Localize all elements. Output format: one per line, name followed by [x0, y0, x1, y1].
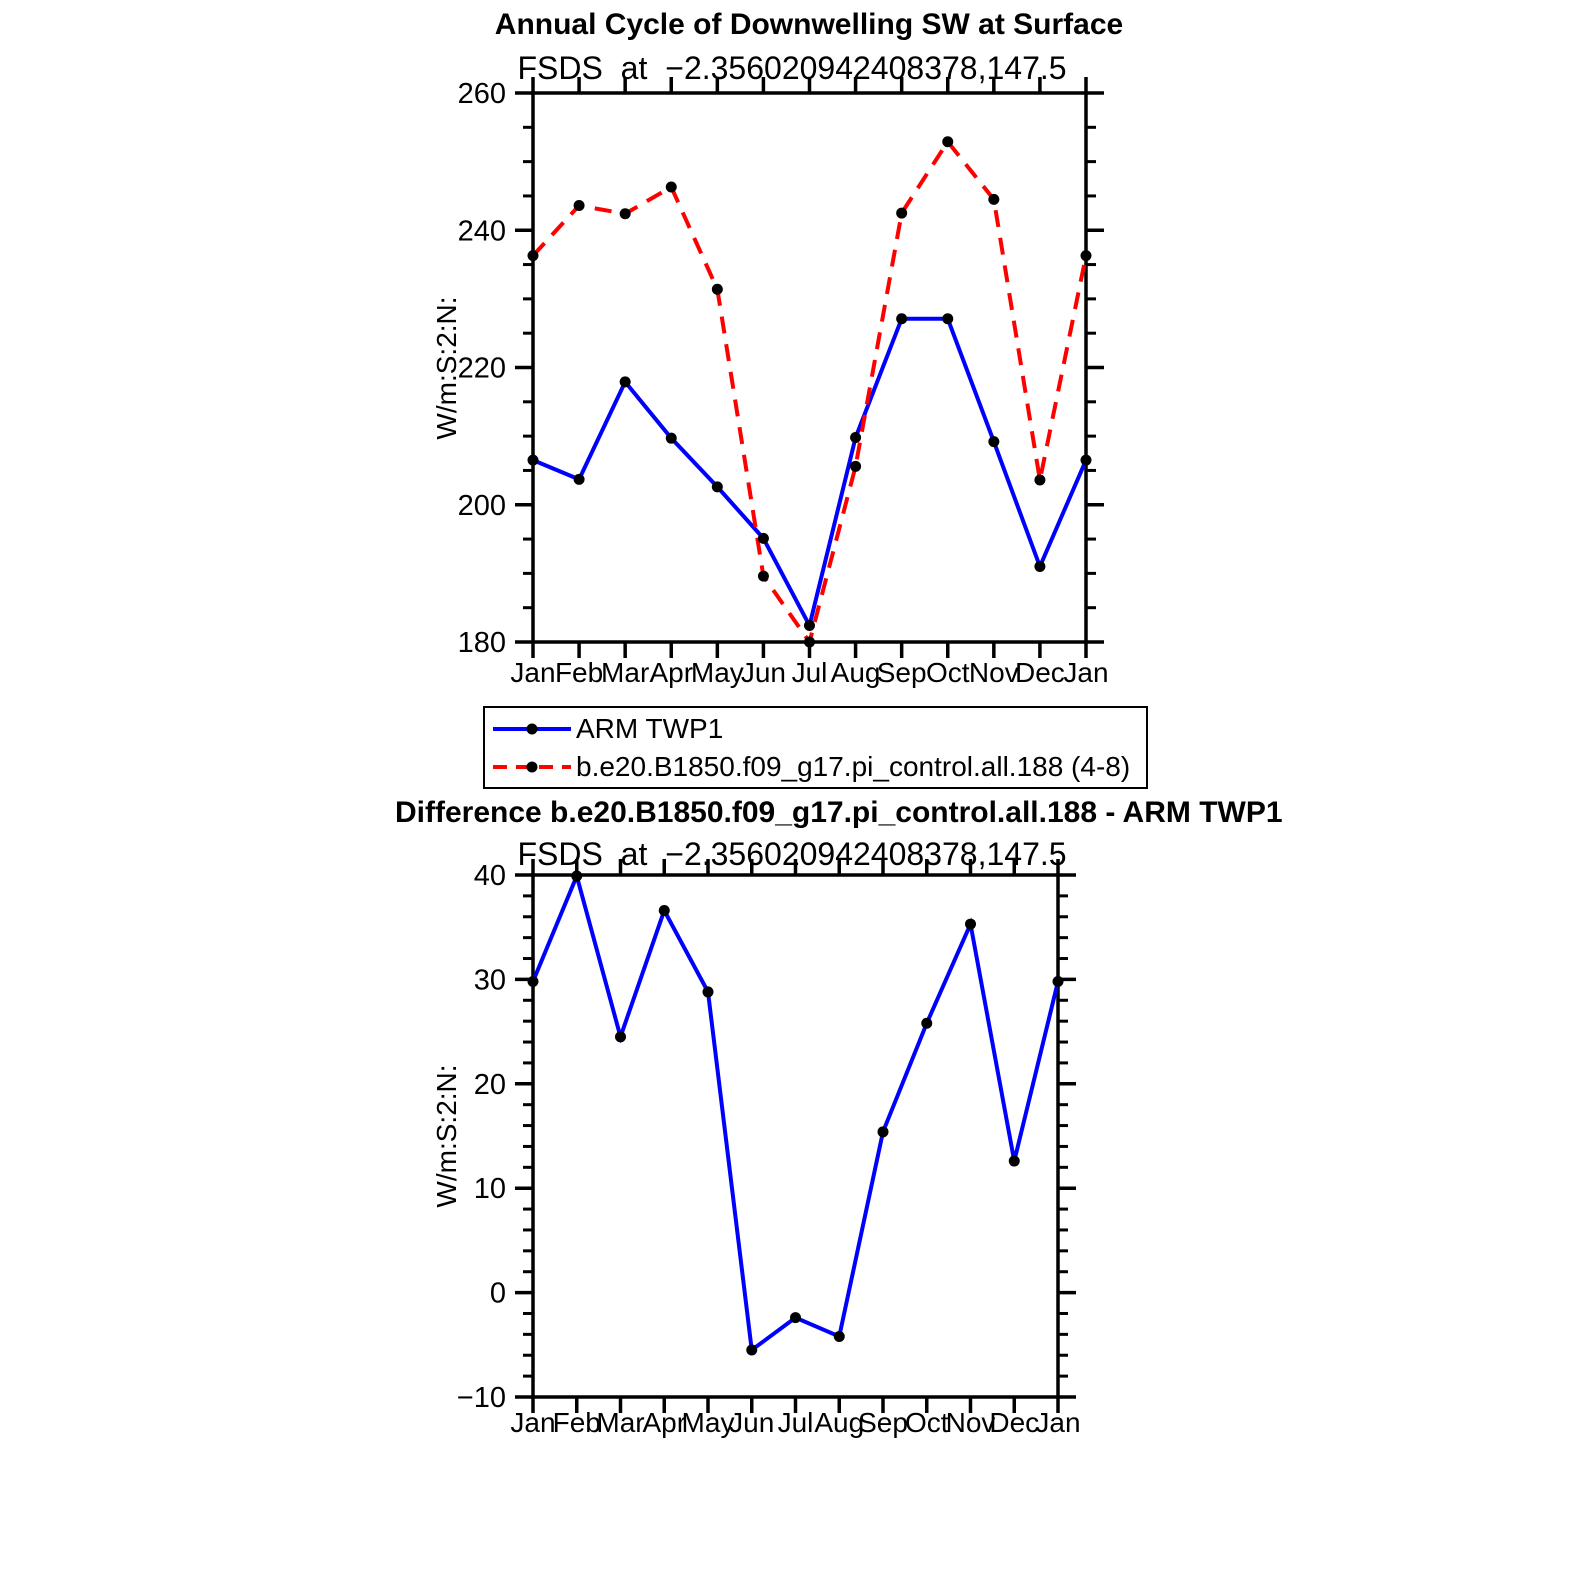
month-label: Jan: [510, 657, 556, 688]
data-point-dot: [942, 313, 953, 324]
month-label: Feb: [554, 657, 604, 688]
chart2-title: Difference b.e20.B1850.f09_g17.pi_control.all.188 - ARM TWP1: [395, 796, 1283, 829]
month-label: Jan: [1035, 1407, 1081, 1438]
month-label: Nov: [945, 1407, 996, 1438]
y-tick-label: 20: [473, 1068, 506, 1101]
y-tick-label: 200: [457, 489, 506, 522]
data-point-dot: [528, 250, 539, 261]
legend-box: [483, 706, 1148, 789]
legend-solid-line-sample: [491, 709, 573, 749]
chart1-title: Annual Cycle of Downwelling SW at Surface: [494, 8, 1124, 41]
data-point-dot: [615, 1031, 626, 1042]
data-point-dot: [1081, 250, 1092, 261]
chart1-y-axis-label: W/m:S:2:N:: [431, 296, 462, 440]
data-point-dot: [703, 986, 714, 997]
data-point-dot: [1034, 475, 1045, 486]
legend-label-obs: ARM TWP1: [576, 713, 724, 744]
month-label: Apr: [642, 1407, 687, 1438]
month-label: Oct: [904, 1407, 949, 1438]
month-label: Aug: [830, 657, 881, 688]
y-tick-label: 180: [457, 627, 506, 659]
y-tick-label: 220: [457, 352, 506, 385]
month-label: Jan: [510, 1407, 556, 1438]
month-label: Apr: [649, 657, 694, 688]
data-point-dot: [988, 194, 999, 205]
month-label: May: [681, 1407, 735, 1438]
month-label: Jan: [1063, 657, 1109, 688]
data-point-dot: [1009, 1156, 1020, 1167]
month-label: Sep: [858, 1407, 908, 1438]
y-tick-label: 30: [473, 964, 506, 997]
data-point-dot: [988, 436, 999, 447]
y-tick-label: 260: [457, 78, 506, 110]
month-label: Aug: [814, 1407, 865, 1438]
chart2-y-axis-label: W/m:S:2:N:: [431, 1064, 462, 1208]
data-point-dot: [965, 919, 976, 930]
data-point-dot: [804, 620, 815, 631]
month-label: May: [690, 657, 744, 688]
data-point-dot: [1034, 561, 1045, 572]
legend-dot: [527, 724, 538, 735]
data-point-dot: [896, 313, 907, 324]
data-point-dot: [712, 481, 723, 492]
data-point-dot: [666, 182, 677, 193]
data-point-dot: [528, 455, 539, 466]
month-label: Dec: [989, 1407, 1040, 1438]
month-label: Mar: [596, 1407, 645, 1438]
month-label: Sep: [876, 657, 927, 688]
data-point-dot: [758, 571, 769, 582]
legend-item-obs: [491, 710, 1146, 748]
month-label: Jul: [791, 657, 828, 688]
legend-dot: [527, 762, 538, 773]
chart2-series-line-solid: [533, 876, 1058, 1350]
month-label: Jun: [729, 1407, 775, 1438]
month-label: Jul: [777, 1407, 814, 1438]
data-point-dot: [1053, 976, 1064, 987]
data-point-dot: [834, 1331, 845, 1342]
data-point-dot: [758, 533, 769, 544]
data-point-dot: [746, 1345, 757, 1356]
data-point-dot: [790, 1312, 801, 1323]
data-point-dot: [712, 284, 723, 295]
month-label: Feb: [552, 1407, 601, 1438]
y-tick-label: 40: [473, 860, 506, 892]
data-point-dot: [921, 1018, 932, 1029]
month-label: Oct: [925, 657, 970, 688]
y-tick-label: 0: [489, 1277, 506, 1310]
data-point-dot: [574, 474, 585, 485]
data-point-dot: [896, 208, 907, 219]
data-point-dot: [620, 208, 631, 219]
y-tick-label: 240: [457, 215, 506, 248]
data-point-dot: [528, 976, 539, 987]
data-point-dot: [1081, 455, 1092, 466]
month-label: Mar: [601, 657, 650, 688]
data-point-dot: [659, 905, 670, 916]
legend-item-model: [491, 748, 1146, 786]
legend-label-model: b.e20.B1850.f09_g17.pi_control.all.188 (4-8): [576, 751, 1131, 782]
legend-dashed-line-sample: [491, 747, 573, 787]
y-tick-label: 10: [473, 1173, 506, 1206]
chart1-subtitle: FSDS at −2.356020942408378,147.5: [517, 50, 1067, 86]
data-point-dot: [878, 1126, 889, 1137]
data-point-dot: [574, 200, 585, 211]
data-point-dot: [850, 432, 861, 443]
month-label: Nov: [968, 657, 1019, 688]
y-tick-label: −10: [456, 1382, 506, 1414]
chart1-series-line-dashed: [533, 142, 1086, 642]
data-point-dot: [942, 136, 953, 147]
data-point-dot: [620, 376, 631, 387]
data-point-dot: [804, 637, 815, 648]
data-point-dot: [666, 433, 677, 444]
month-label: Dec: [1015, 657, 1065, 688]
chart1-series-line-solid: [533, 319, 1086, 626]
chart2-subtitle: FSDS at −2.356020942408378,147.5: [517, 836, 1067, 872]
data-point-dot: [850, 461, 861, 472]
plot-frame: [533, 93, 1086, 642]
month-label: Jun: [740, 657, 786, 688]
